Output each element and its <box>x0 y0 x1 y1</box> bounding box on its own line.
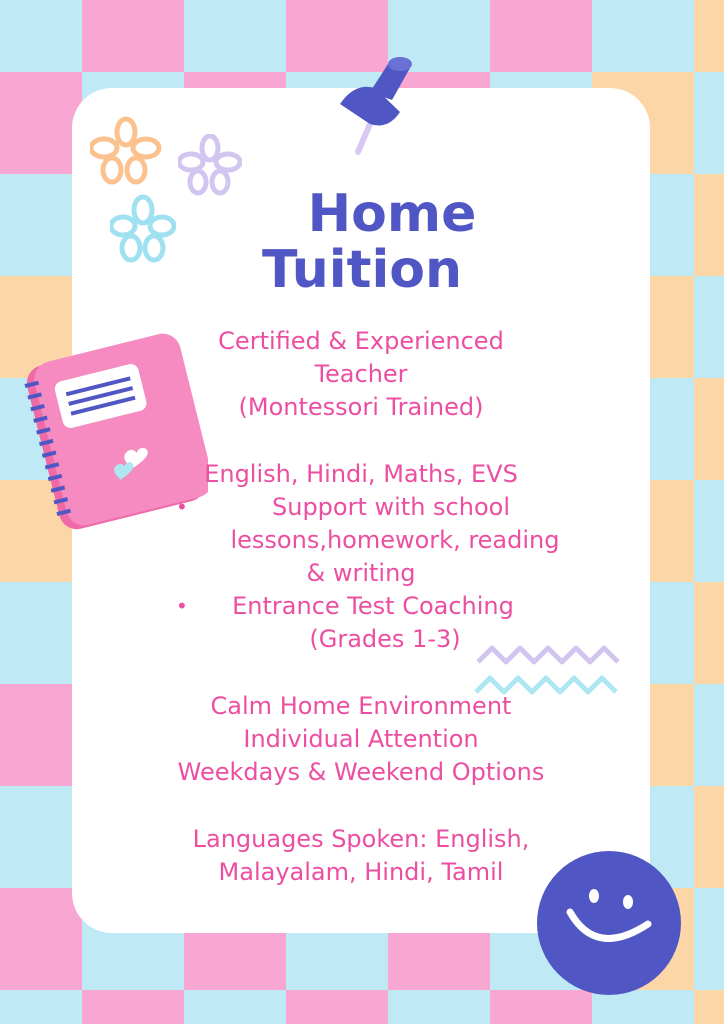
background-check <box>184 0 286 72</box>
qualification-line-2: Teacher <box>314 360 408 388</box>
pushpin-icon <box>330 52 420 157</box>
smiley-icon <box>536 850 682 996</box>
feature-options: Weekdays & Weekend Options <box>177 758 545 786</box>
background-check <box>286 990 388 1024</box>
bullet-icon: • <box>176 594 188 618</box>
background-check <box>694 684 724 786</box>
background-check <box>694 0 724 72</box>
feature-environment: Calm Home Environment <box>210 692 512 720</box>
background-check <box>592 0 694 72</box>
flower-icon <box>90 116 162 186</box>
qualification-line-1: Certified & Experienced <box>218 327 504 355</box>
support-line-3: & writing <box>306 559 416 587</box>
background-check <box>82 990 184 1024</box>
support-line-1: Support with school <box>272 493 510 521</box>
subjects-line: English, Hindi, Maths, EVS <box>204 460 518 488</box>
title-line-1: Home <box>307 184 477 244</box>
background-check <box>0 990 82 1024</box>
title-line-2: Tuition <box>261 240 463 300</box>
background-check <box>0 888 82 990</box>
background-check <box>0 582 82 684</box>
background-check <box>184 990 286 1024</box>
background-check <box>694 378 724 480</box>
background-check <box>694 990 724 1024</box>
background-check <box>0 72 82 174</box>
coaching-line-2: (Grades 1-3) <box>309 625 461 653</box>
background-check <box>694 582 724 684</box>
background-check <box>694 480 724 582</box>
background-check <box>490 0 592 72</box>
languages-line-2: Malayalam, Hindi, Tamil <box>218 858 504 886</box>
background-check <box>0 0 82 72</box>
bullet-icon: • <box>176 495 188 519</box>
background-check <box>388 990 490 1024</box>
background-check <box>694 72 724 174</box>
background-check <box>0 684 82 786</box>
qualification-line-3: (Montessori Trained) <box>238 393 484 421</box>
background-check <box>694 888 724 990</box>
support-line-2: lessons,homework, reading <box>230 526 560 554</box>
background-check <box>694 786 724 888</box>
coaching-line-1: Entrance Test Coaching <box>232 592 514 620</box>
background-check <box>82 0 184 72</box>
languages-line-1: Languages Spoken: English, <box>192 825 530 853</box>
background-check <box>0 786 82 888</box>
feature-attention: Individual Attention <box>243 725 479 753</box>
